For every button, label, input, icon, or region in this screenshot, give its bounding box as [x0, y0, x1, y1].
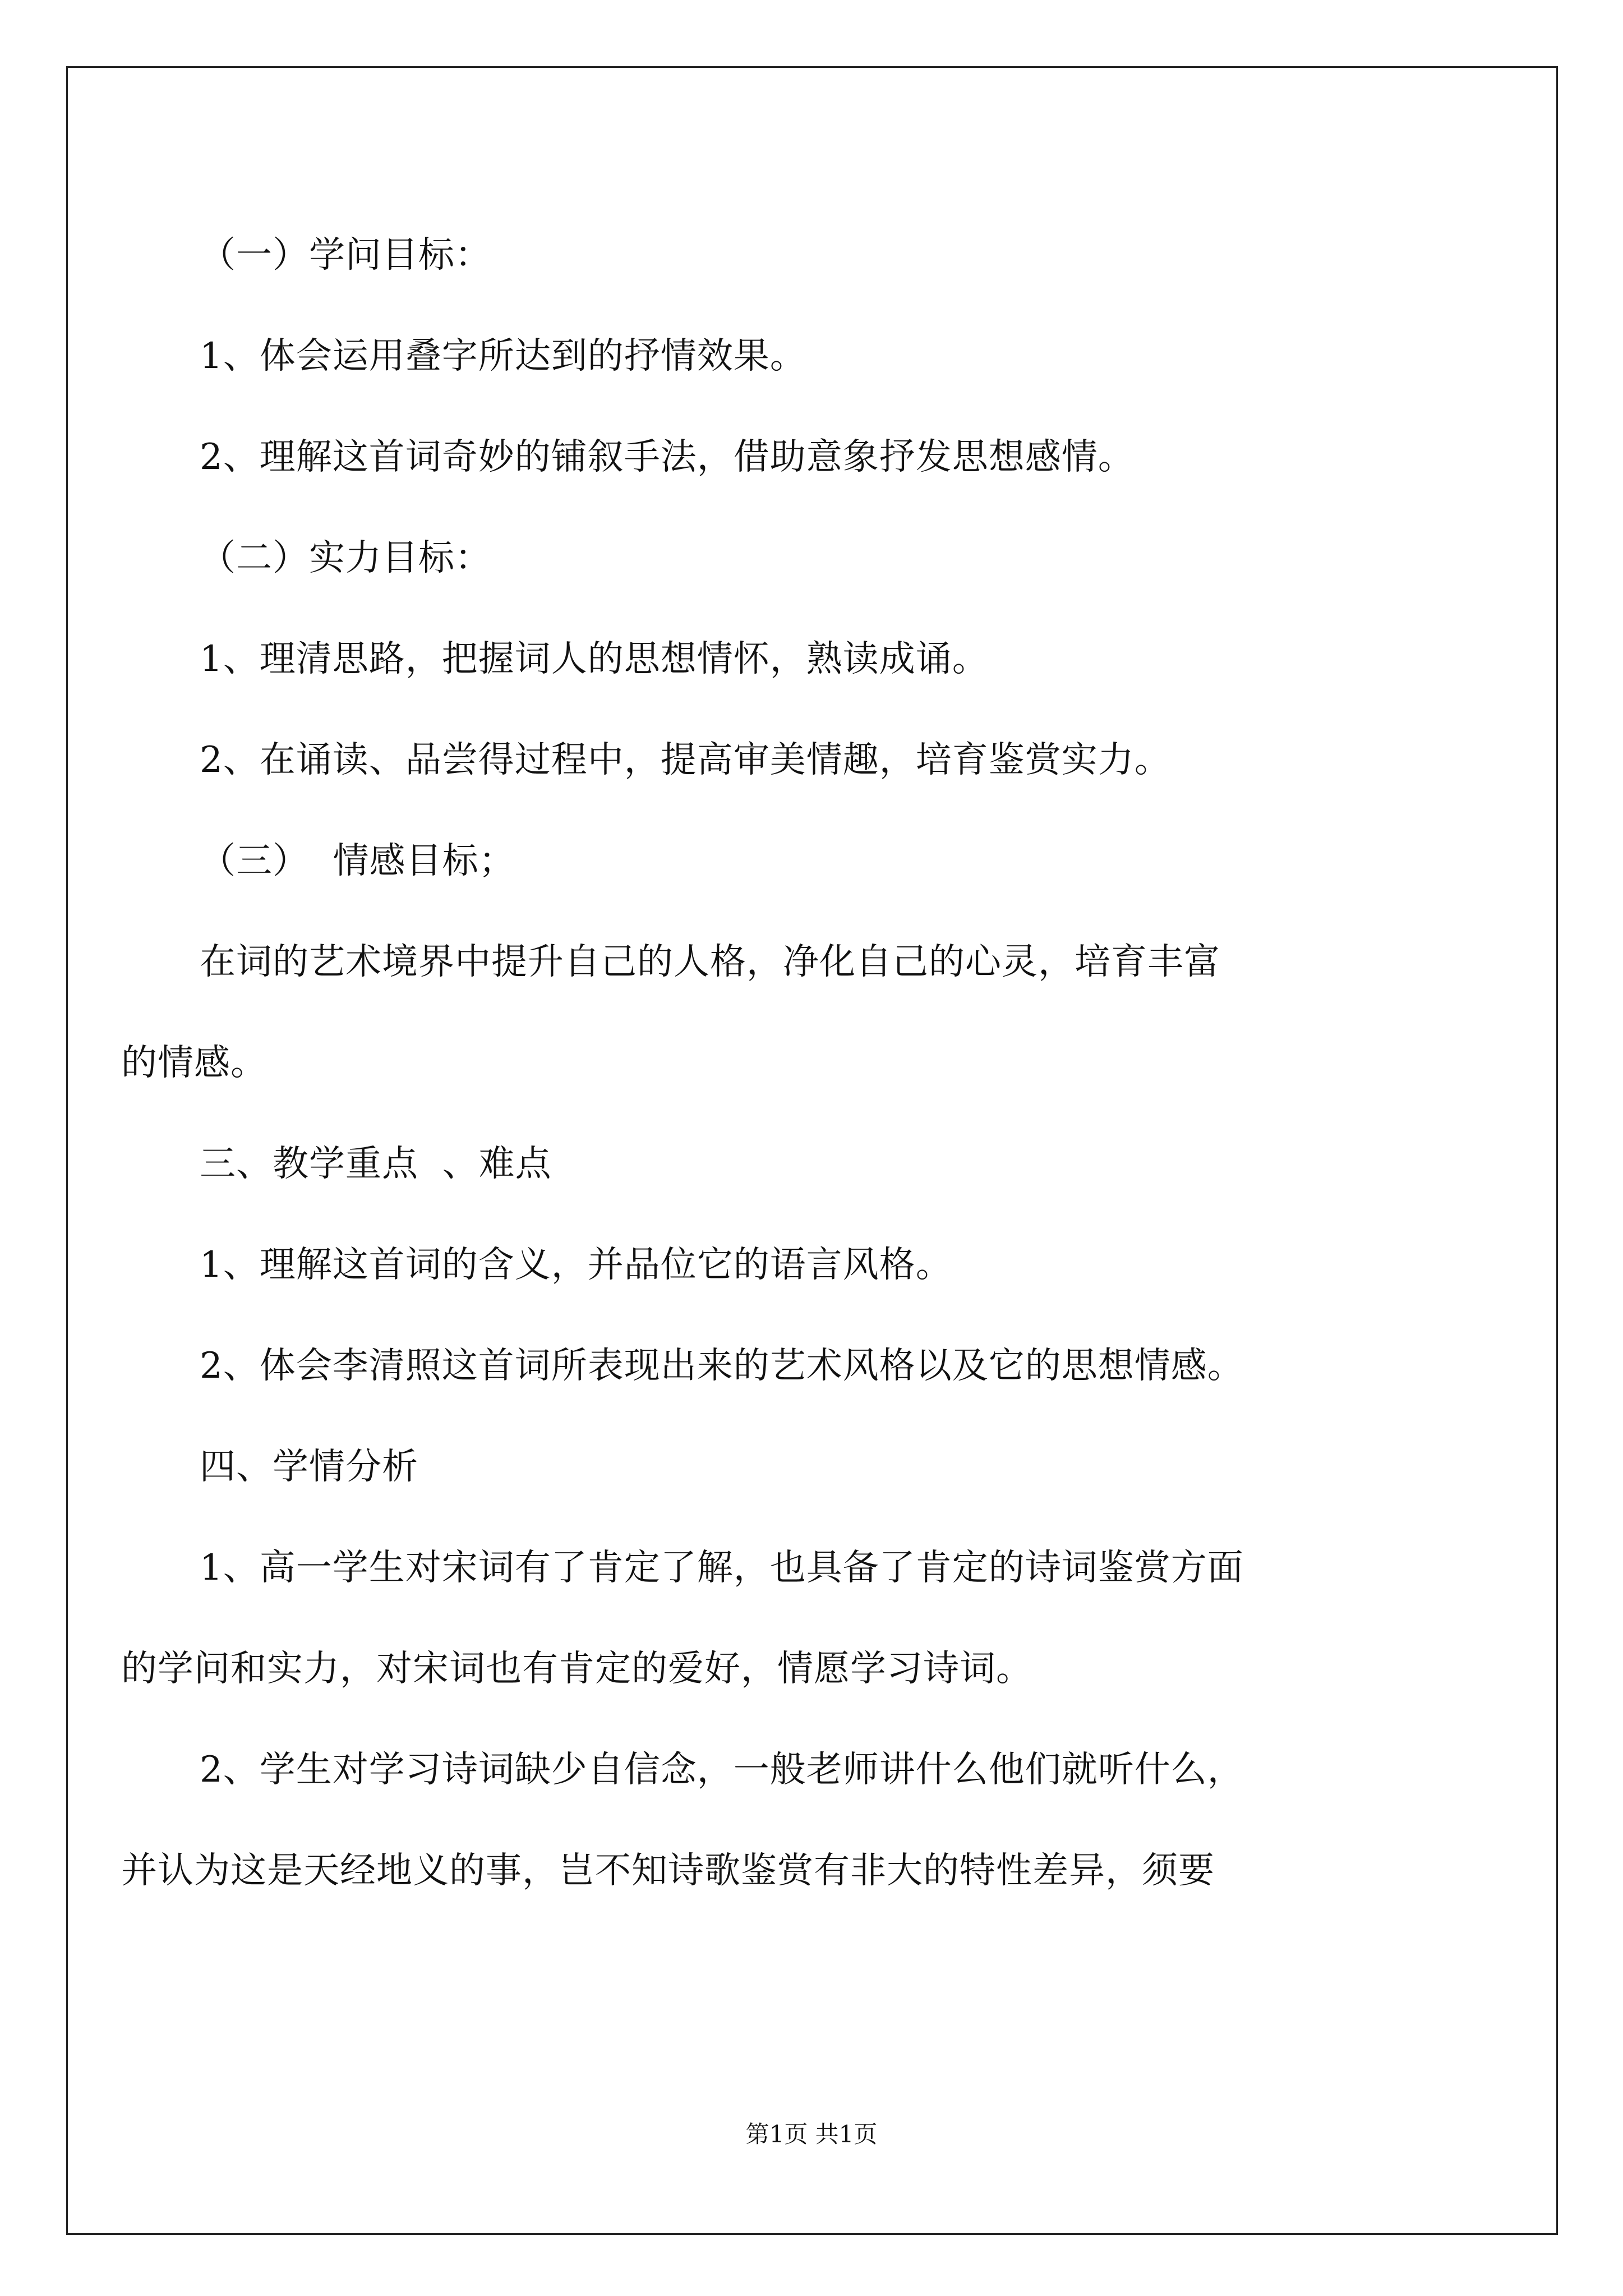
paragraph-ability-goal-heading: （二）实力目标： [200, 537, 491, 579]
paragraph-analysis-2-line-1: 2、学生对学习诗词缺少自信念，一般老师讲什么他们就听什么， [200, 1749, 1244, 1791]
paragraph-emotion-goal-line-1: 在词的艺术境界中提升自己的人格，净化自己的心灵，培育丰富 [200, 941, 1220, 983]
paragraph-analysis-1-line-2: 的学问和实力，对宋词也有肯定的爱好，情愿学习诗词。 [121, 1648, 1032, 1690]
page-footer: 第1页 共1页 [745, 2120, 878, 2148]
paragraph-analysis-heading: 四、学情分析 [200, 1446, 418, 1488]
paragraph-ability-goal-1: 1、理清思路，把握词人的思想情怀，熟读成诵。 [200, 638, 989, 680]
paragraph-knowledge-goal-1: 1、体会运用叠字所达到的抒情效果。 [200, 335, 806, 377]
paragraph-ability-goal-2: 2、在诵读、品尝得过程中，提高审美情趣，培育鉴赏实力。 [200, 739, 1171, 781]
paragraph-analysis-2-line-2: 并认为这是天经地义的事，岂不知诗歌鉴赏有非大的特性差异，须要 [121, 1850, 1215, 1892]
paragraph-knowledge-goal-2: 2、理解这首词奇妙的铺叙手法，借助意象抒发思想感情。 [200, 436, 1135, 478]
paragraph-analysis-1-line-1: 1、高一学生对宋词有了肯定了解，也具备了肯定的诗词鉴赏方面 [200, 1547, 1244, 1589]
paragraph-knowledge-goal-heading: （一）学问目标： [200, 234, 491, 276]
paragraph-emotion-goal-heading: （三） 情感目标； [200, 840, 515, 882]
paragraph-key-points-heading: 三、教学重点 、难点 [200, 1143, 552, 1185]
paragraph-emotion-goal-line-2: 的情感。 [121, 1042, 267, 1084]
document-body [121, 205, 1490, 1921]
paragraph-key-point-2: 2、体会李清照这首词所表现出来的艺术风格以及它的思想情感。 [200, 1345, 1244, 1387]
paragraph-key-point-1: 1、理解这首词的含义，并品位它的语言风格。 [200, 1244, 952, 1286]
